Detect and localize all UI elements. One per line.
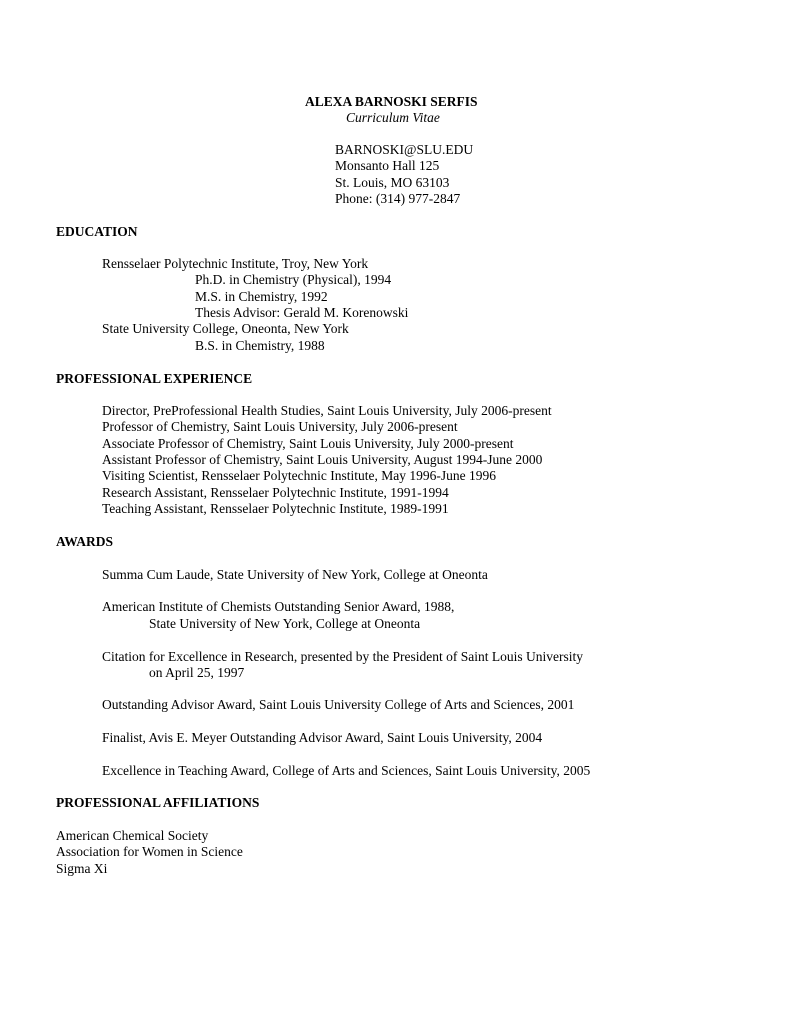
education-school-1: Rensselaer Polytechnic Institute, Troy, New York: [102, 256, 369, 271]
experience-item: Research Assistant, Rensselaer Polytechnic Institute, 1991-1994: [102, 485, 449, 500]
experience-item: Professor of Chemistry, Saint Louis University, July 2006-present: [102, 419, 458, 434]
award-item: Citation for Excellence in Research, presented by the President of Saint Louis University: [102, 649, 583, 664]
experience-item: Assistant Professor of Chemistry, Saint Louis University, August 1994-June 2000: [102, 452, 543, 467]
education-thesis-advisor: Thesis Advisor: Gerald M. Korenowski: [195, 305, 409, 320]
address-line-2: St. Louis, MO 63103: [335, 175, 450, 190]
affiliation-item: American Chemical Society: [56, 828, 209, 843]
experience-heading: PROFESSIONAL EXPERIENCE: [56, 371, 253, 386]
award-item: Summa Cum Laude, State University of New York, College at Oneonta: [102, 567, 488, 582]
affiliation-item: Sigma Xi: [56, 861, 108, 876]
experience-item: Teaching Assistant, Rensselaer Polytechnic Institute, 1989-1991: [102, 501, 449, 516]
experience-item: Associate Professor of Chemistry, Saint Louis University, July 2000-present: [102, 436, 514, 451]
cv-subtitle: Curriculum Vitae: [346, 110, 440, 125]
phone: Phone: (314) 977-2847: [335, 191, 461, 206]
award-item: American Institute of Chemists Outstanding Senior Award, 1988,: [102, 599, 455, 614]
award-item-continuation: State University of New York, College at Oneonta: [149, 616, 421, 631]
award-item: Excellence in Teaching Award, College of Arts and Sciences, Saint Louis University, 2005: [102, 763, 591, 778]
education-degree-bs: B.S. in Chemistry, 1988: [195, 338, 325, 353]
education-degree-phd: Ph.D. in Chemistry (Physical), 1994: [195, 272, 392, 287]
education-degree-ms: M.S. in Chemistry, 1992: [195, 289, 328, 304]
cv-name: ALEXA BARNOSKI SERFIS: [305, 94, 478, 109]
experience-item: Visiting Scientist, Rensselaer Polytechnic Institute, May 1996-June 1996: [102, 468, 497, 483]
award-item: Outstanding Advisor Award, Saint Louis University College of Arts and Sciences, 2001: [102, 697, 575, 712]
experience-item: Director, PreProfessional Health Studies, Saint Louis University, July 2006-present: [102, 403, 552, 418]
email: BARNOSKI@SLU.EDU: [335, 142, 474, 157]
affiliations-heading: PROFESSIONAL AFFILIATIONS: [56, 795, 260, 810]
award-item-continuation: on April 25, 1997: [149, 665, 245, 680]
awards-heading: AWARDS: [56, 534, 114, 549]
award-item: Finalist, Avis E. Meyer Outstanding Advisor Award, Saint Louis University, 2004: [102, 730, 543, 745]
address-line-1: Monsanto Hall 125: [335, 158, 440, 173]
education-heading: EDUCATION: [56, 224, 138, 239]
affiliation-item: Association for Women in Science: [56, 844, 243, 859]
education-school-2: State University College, Oneonta, New York: [102, 321, 349, 336]
